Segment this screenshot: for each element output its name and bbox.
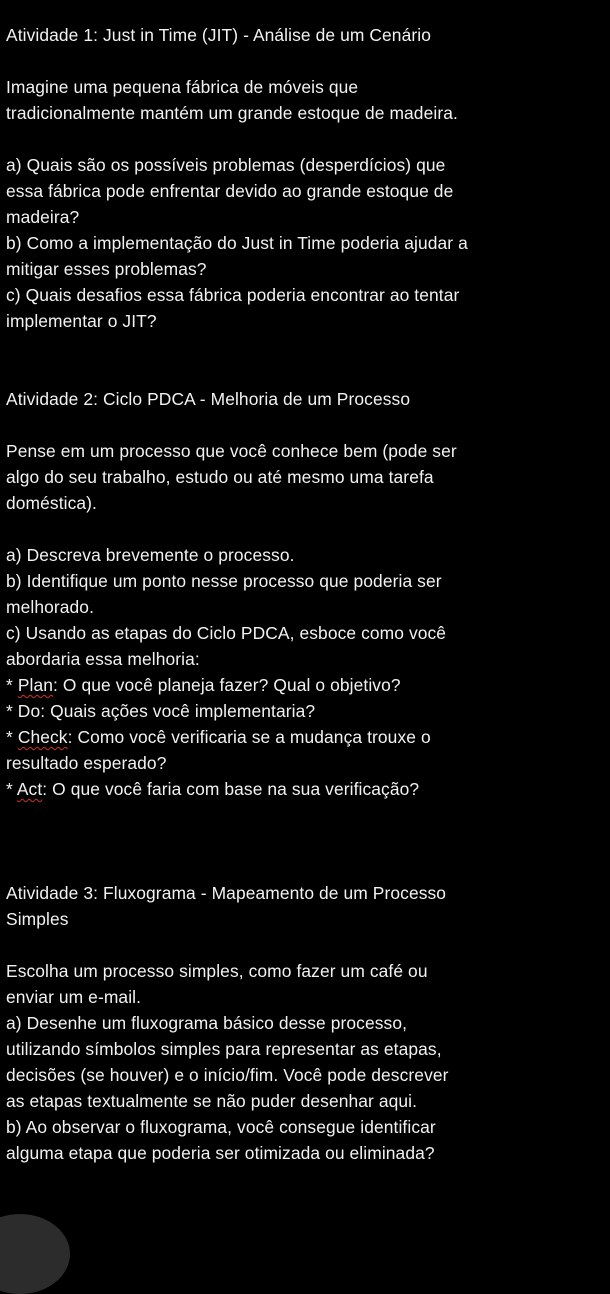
activity-3-title: Atividade 3: Fluxograma - Mapeamento de um Processo xyxy=(6,883,447,903)
pdca-act-item xyxy=(6,776,606,802)
act-keyword: Act xyxy=(16,779,43,799)
activity-1-title: Atividade 1: Just in Time (JIT) - Análise de um Cenário xyxy=(6,25,431,45)
bullet: * xyxy=(6,675,18,695)
check-keyword: Check xyxy=(17,727,68,747)
bullet: * xyxy=(6,779,17,799)
activity-1-question-c: implementar o JIT? xyxy=(6,311,157,331)
activity-3-intro-line: enviar um e-mail. xyxy=(6,987,142,1007)
document-body[interactable] xyxy=(6,22,606,1166)
blank-line xyxy=(6,516,606,542)
blank-line xyxy=(6,334,606,360)
activity-2-question-b: b) Identifique um ponto nesse processo que poderia ser xyxy=(6,571,442,591)
activity-2-question-c: c) Usando as etapas do Ciclo PDCA, esboce como você xyxy=(6,623,447,643)
blank-line xyxy=(6,360,606,386)
pdca-check-item-cont: resultado esperado? xyxy=(6,753,167,773)
activity-3-question-a: as etapas textualmente se não puder desenhar aqui. xyxy=(6,1091,418,1111)
activity-1-question-a: essa fábrica pode enfrentar devido ao grande estoque de xyxy=(6,181,454,201)
activity-2-intro-line: doméstica). xyxy=(6,493,97,513)
blank-line xyxy=(6,802,606,828)
corner-shadow xyxy=(0,1214,70,1294)
blank-line xyxy=(6,854,606,880)
activity-1-intro-line: tradicionalmente mantém um grande estoque de madeira. xyxy=(6,103,458,123)
pdca-plan-item xyxy=(6,672,606,698)
activity-3-question-a: decisões (se houver) e o início/fim. Você pode descrever xyxy=(6,1065,449,1085)
activity-3-question-b: b) Ao observar o fluxograma, você consegue identificar xyxy=(6,1117,436,1137)
blank-line xyxy=(6,828,606,854)
activity-2-intro-line: algo do seu trabalho, estudo ou até mesmo uma tarefa xyxy=(6,467,434,487)
pdca-check-item xyxy=(6,724,606,750)
blank-line xyxy=(6,48,606,74)
act-text: : O que você faria com base na sua verificação? xyxy=(42,779,420,799)
activity-3-question-a: utilizando símbolos simples para representar as etapas, xyxy=(6,1039,442,1059)
activity-2-question-c: abordaria essa melhoria: xyxy=(6,649,200,669)
activity-2-intro-line: Pense em um processo que você conhece bem (pode ser xyxy=(6,441,457,461)
blank-line xyxy=(6,126,606,152)
pdca-do-item: * Do: Quais ações você implementaria? xyxy=(6,701,316,721)
plan-keyword: Plan xyxy=(17,675,54,695)
activity-2-question-b: melhorado. xyxy=(6,597,95,617)
activity-1-question-a: madeira? xyxy=(6,207,80,227)
activity-1-question-c: c) Quais desafios essa fábrica poderia encontrar ao tentar xyxy=(6,285,460,305)
bullet: * xyxy=(6,727,18,747)
activity-1-question-b: b) Como a implementação do Just in Time poderia ajudar a xyxy=(6,233,468,253)
activity-3-question-a: a) Desenhe um fluxograma básico desse processo, xyxy=(6,1013,408,1033)
activity-1-question-b: mitigar esses problemas? xyxy=(6,259,207,279)
check-text: : Como você verificaria se a mudança trouxe o xyxy=(67,727,431,747)
blank-line xyxy=(6,932,606,958)
blank-line xyxy=(6,412,606,438)
activity-2-title: Atividade 2: Ciclo PDCA - Melhoria de um Processo xyxy=(6,389,411,409)
activity-1-question-a: a) Quais são os possíveis problemas (desperdícios) que xyxy=(6,155,446,175)
activity-3-question-b: alguma etapa que poderia ser otimizada ou eliminada? xyxy=(6,1143,435,1163)
plan-text: : O que você planeja fazer? Qual o objetivo? xyxy=(53,675,401,695)
activity-2-question-a: a) Descreva brevemente o processo. xyxy=(6,545,295,565)
activity-3-intro-line: Escolha um processo simples, como fazer um café ou xyxy=(6,961,428,981)
activity-1-intro-line: Imagine uma pequena fábrica de móveis que xyxy=(6,77,359,97)
activity-3-title: Simples xyxy=(6,909,69,929)
